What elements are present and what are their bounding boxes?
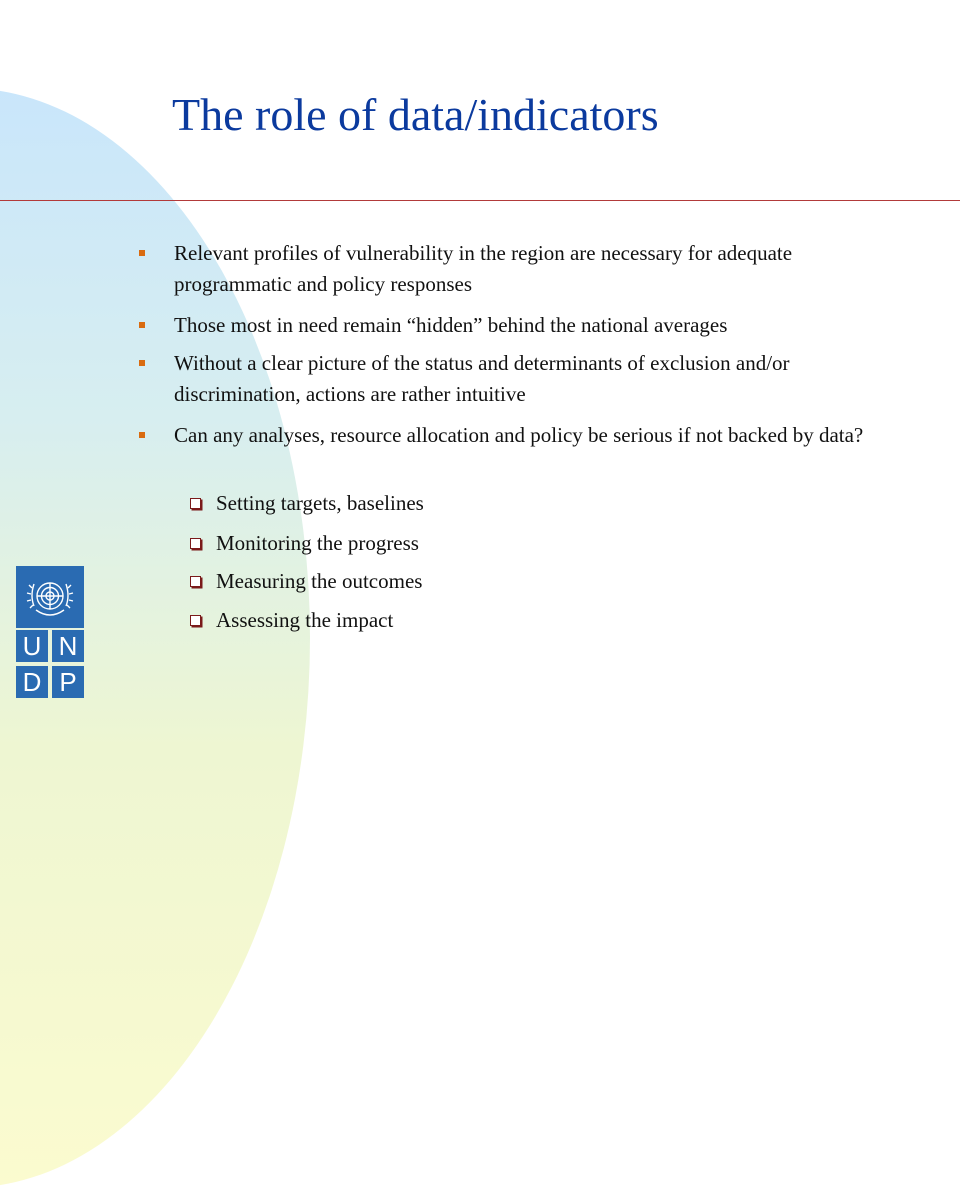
square-bullet-icon: [139, 360, 145, 366]
sub-bullet-item: [216, 528, 816, 559]
sub-bullet-text: Monitoring the progress: [216, 531, 419, 555]
bullet-text: Without a clear picture of the status and determinants of exclusion and/or discrimination, actions are rather intuitive: [174, 351, 790, 406]
square-bullet-icon: [139, 322, 145, 328]
bullet-text: Relevant profiles of vulnerability in the region are necessary for adequate programmatic and policy responses: [174, 241, 793, 296]
logo-letter: N: [52, 630, 84, 662]
sub-bullet-item: [216, 605, 816, 636]
bullet-text: Those most in need remain “hidden” behind the national averages: [174, 313, 728, 337]
checkbox-bullet-icon: [190, 538, 201, 549]
logo-letter: U: [16, 630, 48, 662]
square-bullet-icon: [139, 250, 145, 256]
un-emblem-icon: [16, 566, 84, 628]
slide-title: The role of data/indicators: [172, 89, 659, 140]
bullet-item: [174, 420, 894, 451]
bullet-item: [174, 238, 894, 300]
logo-letter: D: [16, 666, 48, 698]
sub-bullet-item: [216, 488, 816, 519]
square-bullet-icon: [139, 432, 145, 438]
checkbox-bullet-icon: [190, 576, 201, 587]
checkbox-bullet-icon: [190, 615, 201, 626]
bullet-item: [174, 310, 894, 341]
sub-bullet-text: Assessing the impact: [216, 608, 394, 632]
sub-bullet-text: Setting targets, baselines: [216, 491, 424, 515]
undp-logo: [16, 566, 84, 730]
sub-bullet-text: Measuring the outcomes: [216, 569, 423, 593]
bullet-item: [174, 348, 894, 410]
logo-letter: P: [52, 666, 84, 698]
checkbox-bullet-icon: [190, 498, 201, 509]
bullet-text: Can any analyses, resource allocation and policy be serious if not backed by data?: [174, 423, 864, 447]
sub-bullet-item: [216, 566, 816, 597]
